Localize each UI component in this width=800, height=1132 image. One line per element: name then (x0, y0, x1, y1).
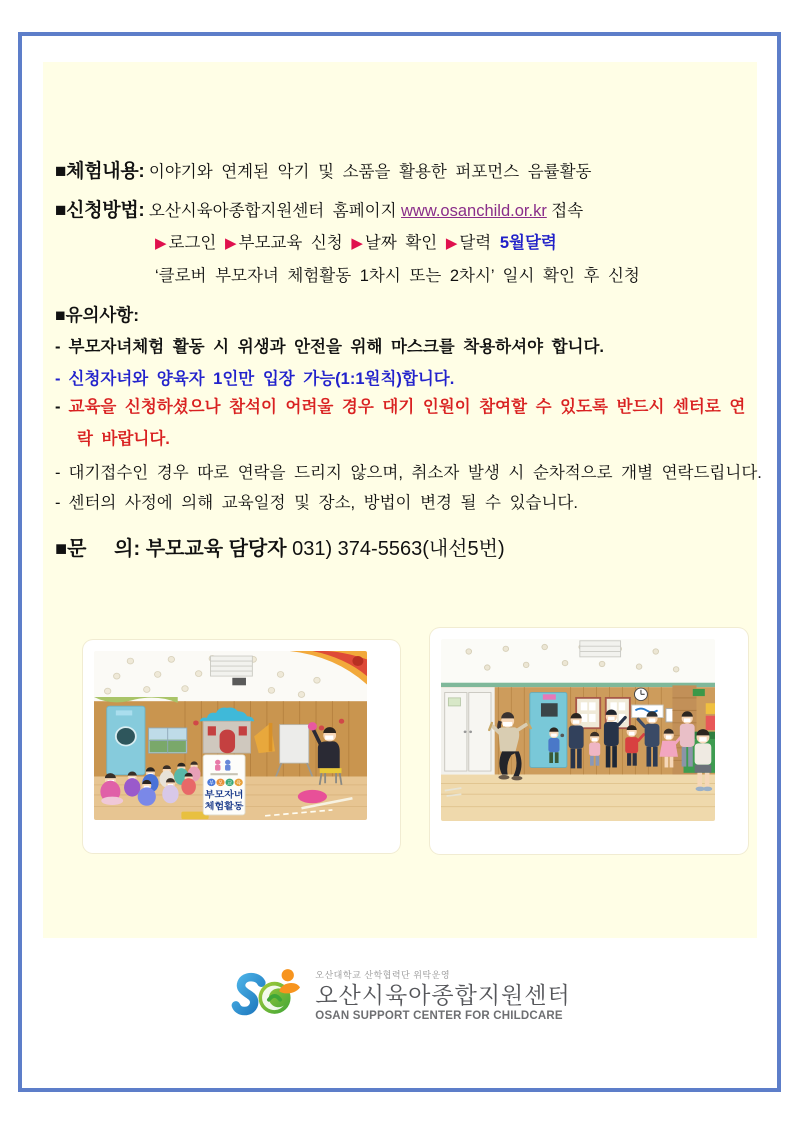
contact-line (55, 532, 751, 561)
step-arrow-icon: ▶ (224, 235, 237, 252)
step-parent-edu: 부모교육 신청 (238, 234, 343, 252)
notice-header (55, 302, 751, 327)
svg-text:부: 부 (208, 780, 215, 787)
experience-line (55, 156, 751, 183)
step-arrow-icon: ▶ (155, 235, 167, 252)
steps-note: ‘클로버 부모자녀 체험활동 1차시 또는 2차시’ 일시 확인 후 신청 (155, 267, 640, 285)
step-calendar: 달력 (459, 234, 492, 252)
experience-label: ■체험내용: (55, 161, 145, 182)
apply-line (55, 195, 751, 222)
notice-label: ■유의사항: (55, 305, 140, 325)
website-link[interactable]: www.osanchild.or.kr (401, 202, 547, 220)
svg-text:교: 교 (226, 780, 233, 787)
apply-label: ■신청방법: (55, 200, 145, 221)
banner-line2: 체험활동 (204, 801, 244, 812)
osan-center-logo-icon (229, 962, 305, 1028)
step-date: 날짜 확인 (364, 234, 438, 252)
experience-text: 이야기와 연계된 악기 및 소품을 활용한 퍼포먼스 음률활동 (148, 163, 592, 181)
notice-item-mask: - 부모자녀체험 활동 시 위생과 안전을 위해 마스크를 착용하셔야 합니다. (55, 338, 604, 356)
photo-activity-dancing (430, 628, 748, 854)
step-calendar-highlight: 5월달력 (499, 234, 557, 252)
notice-item-waitlist: - 대기접수인 경우 따로 연락을 드리지 않으며, 취소자 발생 시 순차적으로 개별 연락드립니다. (55, 464, 762, 482)
svg-text:모: 모 (217, 780, 224, 787)
step-login: 로그인 (168, 234, 217, 252)
svg-text:육: 육 (236, 780, 242, 787)
apply-steps (155, 229, 751, 253)
apply-post: 접속 (551, 202, 584, 220)
contact-label: ■문 의: (55, 538, 141, 560)
program-banner (203, 755, 245, 815)
step-arrow-icon: ▶ (351, 235, 363, 252)
logo-subtitle: 오산대학교 산학협력단 위탁운영 (315, 970, 451, 981)
banner-line1: 부모자녀 (204, 789, 244, 801)
logo-name: 오산시육아종합지원센터 (315, 982, 571, 1009)
photo-activity-sitting (83, 640, 400, 853)
logo-english: OSAN SUPPORT CENTER FOR CHILDCARE (315, 1009, 563, 1022)
step-arrow-icon: ▶ (445, 235, 458, 252)
apply-pre: 오산시육아종합지원센터 홈페이지 (148, 202, 397, 220)
footer-logo (0, 962, 800, 1028)
right-photo-illustration (441, 639, 715, 821)
contact-person: 부모교육 담당자 (145, 538, 287, 560)
contact-phone: 031) 374-5563(내선5번) (292, 538, 505, 560)
notice-item-entry: - 신청자녀와 양육자 1인만 입장 가능(1:1원칙)합니다. (55, 370, 455, 388)
notice-card (43, 62, 762, 938)
left-photo-illustration (94, 651, 367, 820)
notice-item-contact-center: - 교육을 신청하셨으나 참석이 어려울 경우 대기 인원이 참여할 수 있도록 반드시 센터로 연락 바랍니다. (55, 398, 746, 448)
notice-item-schedule: - 센터의 사정에 의해 교육일정 및 장소, 방법이 변경 될 수 있습니다. (55, 494, 578, 512)
